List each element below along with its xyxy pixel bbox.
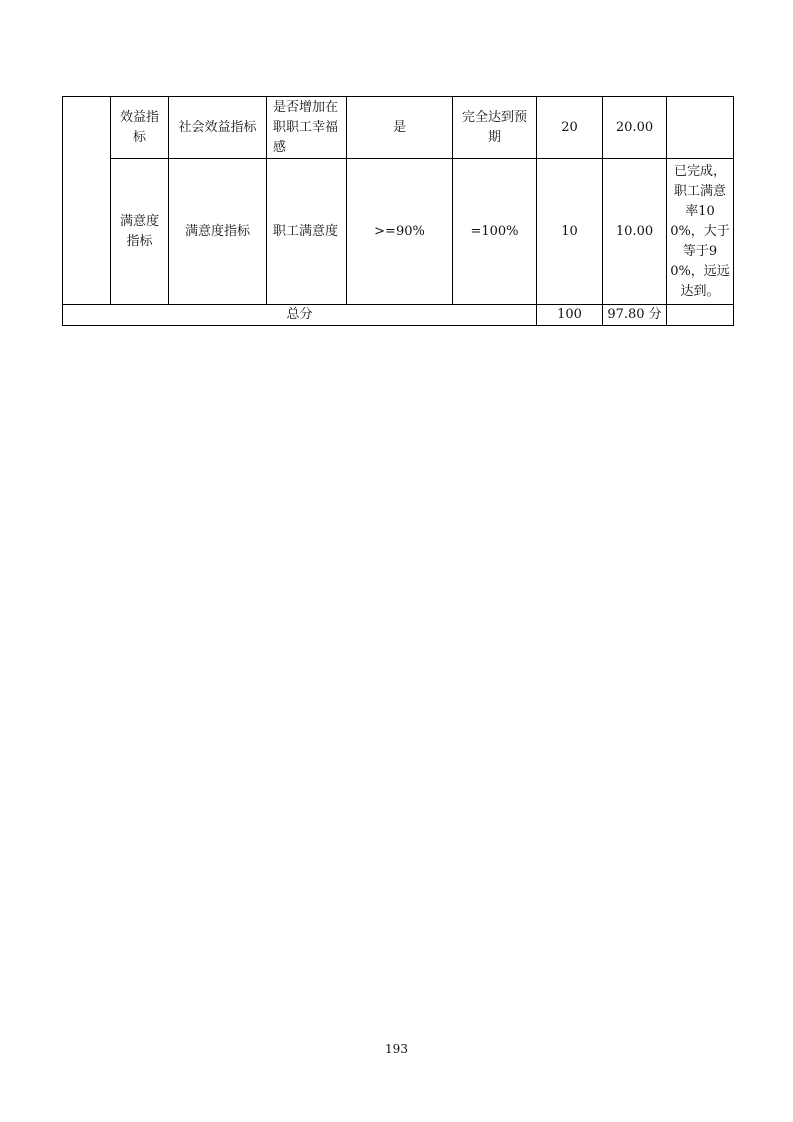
level2-cell: 满意度指标 [111, 159, 169, 305]
total-note-cell [667, 305, 734, 326]
performance-table [62, 96, 734, 326]
total-label-cell: 总分 [63, 305, 537, 326]
level3-cell: 满意度指标 [169, 159, 267, 305]
indicator-cell: 是否增加在职职工幸福感 [267, 97, 347, 159]
score-cell: 20.00 [603, 97, 667, 159]
page-number: 193 [385, 1042, 408, 1056]
actual-cell: 完全达到预期 [453, 97, 537, 159]
indicator-cell: 职工满意度 [267, 159, 347, 305]
target-cell: 是 [347, 97, 453, 159]
target-cell: >=90% [347, 159, 453, 305]
note-cell [667, 97, 734, 159]
weight-cell: 20 [537, 97, 603, 159]
table-row [63, 159, 734, 305]
total-row [63, 305, 734, 326]
score-cell: 10.00 [603, 159, 667, 305]
level3-cell: 社会效益指标 [169, 97, 267, 159]
total-score-cell: 97.80 分 [603, 305, 667, 326]
level2-cell: 效益指标 [111, 97, 169, 159]
weight-cell: 10 [537, 159, 603, 305]
total-weight-cell: 100 [537, 305, 603, 326]
note-cell: 已完成，职工满意率100%，大于等于90%，远远达到。 [667, 159, 734, 305]
table-row [63, 97, 734, 159]
actual-cell: =100% [453, 159, 537, 305]
level1-cell [63, 97, 111, 305]
